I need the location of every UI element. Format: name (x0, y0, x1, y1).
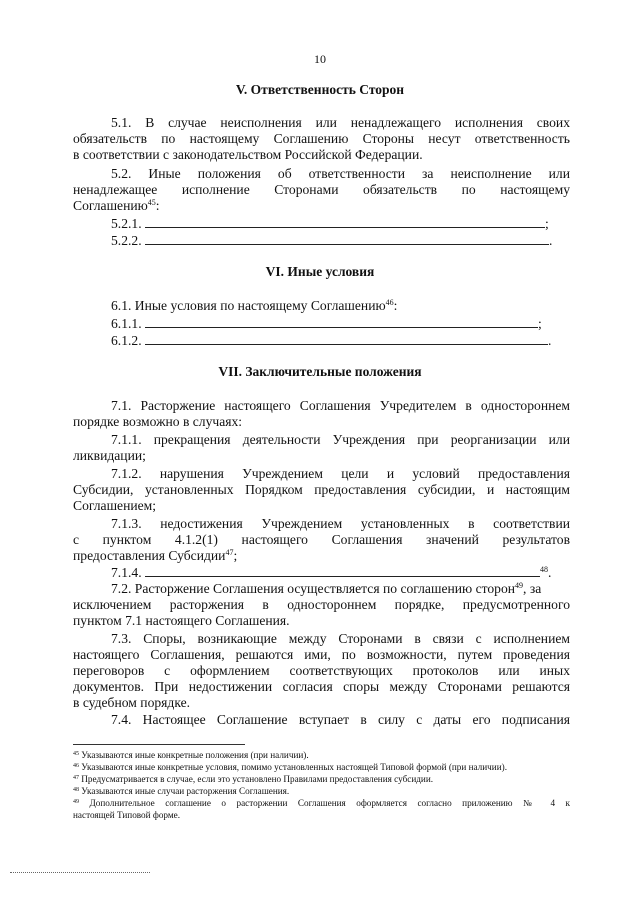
paragraph-7-3-line-2: настоящего Соглашения, решаются ими, по возможности, путем проведения (73, 647, 570, 662)
blank-line (145, 233, 549, 245)
footnote-46: $^{46}$ Указываются иные конкретные условия, помимо установленных настоящей Типовой формой (при наличии). (73, 762, 507, 772)
section-7-title: VII. Заключительные положения (218, 364, 422, 379)
paragraph-7-1-3-line-3: предоставления Субсидии$^{47}$; (73, 548, 238, 563)
paragraph-7-1-line-2: порядке возможно в случаях: (73, 414, 243, 429)
footnote-ref-46: 46 (385, 298, 394, 307)
paragraph-7-3-line-3: переговоров с оформлением соответствующих протоколов или иных (73, 663, 570, 678)
paragraph-5-2-line-3: Соглашению$^{45}$: (73, 198, 160, 213)
footnote-ref-49: 49 (515, 581, 524, 590)
item-7-1-4: 7.1.4. $^{48}$. (111, 565, 552, 580)
section-6-title: VI. Иные условия (265, 264, 375, 279)
paragraph-7-3-line-1: 7.3. Споры, возникающие между Сторонами в связи с исполнением (111, 631, 570, 646)
footnote-ref-45: 45 (147, 198, 156, 207)
scan-artifact-line (10, 872, 150, 873)
blank-line (145, 333, 548, 345)
paragraph-7-1-3-line-1: 7.1.3. недостижения Учреждением установленных в соответствии (111, 516, 570, 531)
paragraph-5-1-line-2: обязательств по настоящему Соглашению Стороны несут ответственность (73, 131, 570, 146)
footnote-ref-48: 48 (540, 565, 548, 574)
paragraph-7-1-2-line-1: 7.1.2. нарушения Учреждением цели и условий предоставления (111, 466, 570, 481)
paragraph-7-2-line-2: исключением расторжения в одностороннем порядке, предусмотренного (73, 597, 570, 612)
footnote-49-line-2: настоящей Типовой форме. (73, 810, 181, 820)
paragraph-5-2-line-2: ненадлежащее исполнение Сторонами обязательств по настоящему (73, 182, 570, 197)
paragraph-7-1-2-line-3: Соглашением; (73, 498, 157, 513)
item-5-2-1: 5.2.1. ; (111, 216, 549, 231)
footnote-47: $^{47}$ Предусматривается в случае, если это установлено Правилами предоставления субсидии. (73, 774, 434, 784)
paragraph-7-1-line-1: 7.1. Расторжение настоящего Соглашения Учредителем в одностороннем (111, 398, 570, 413)
footnote-ref-47: 47 (225, 548, 234, 557)
paragraph-7-2-line-1: 7.2. Расторжение Соглашения осуществляется по соглашению сторон$^{49}$, за (111, 581, 542, 596)
paragraph-5-2-line-1: 5.2. Иные положения об ответственности за неисполнение или (111, 166, 570, 181)
paragraph-7-3-line-5: в судебном порядке. (73, 695, 191, 710)
paragraph-7-3-line-4: документов. При недостижении согласия споры между Сторонами решаются (73, 679, 570, 694)
footnote-45: $^{45}$ Указываются иные конкретные положения (при наличии). (73, 750, 309, 760)
paragraph-6-1: 6.1. Иные условия по настоящему Соглашению$^{46}$: (111, 298, 398, 313)
paragraph-7-1-1-line-2: ликвидации; (73, 448, 146, 463)
paragraph-7-1-3-line-2: с пунктом 4.1.2(1) настоящего Соглашения значений результатов (73, 532, 570, 547)
paragraph-7-4-line-1: 7.4. Настоящее Соглашение вступает в силу с даты его подписания (111, 712, 570, 727)
paragraph-5-1-line-1: 5.1. В случае неисполнения или ненадлежащего исполнения своих (111, 115, 570, 130)
item-6-1-2: 6.1.2. . (111, 333, 552, 348)
paragraph-7-1-2-line-2: Субсидии, установленных Порядком предоставления субсидии, и настоящим (73, 482, 570, 497)
item-6-1-1: 6.1.1. ; (111, 316, 542, 331)
paragraph-7-2-line-3: пунктом 7.1 настоящего Соглашения. (73, 613, 290, 628)
footnote-49-line-1: $^{49}$ Дополнительное соглашение о расторжении Соглашения оформляется согласно приложению № 4 к (73, 798, 571, 808)
section-5-title: V. Ответственность Сторон (235, 82, 405, 97)
blank-line (145, 565, 540, 577)
paragraph-5-1-line-3: в соответствии с законодательством Российской Федерации. (73, 147, 423, 162)
footnote-48: $^{48}$ Указываются иные случаи расторжения Соглашения. (73, 786, 290, 796)
blank-line (145, 316, 538, 328)
page-number: 10 (314, 52, 326, 66)
blank-line (145, 216, 545, 228)
footnote-separator (73, 744, 245, 745)
paragraph-7-1-1-line-1: 7.1.1. прекращения деятельности Учреждения при реорганизации или (111, 432, 570, 447)
item-5-2-2: 5.2.2. . (111, 233, 553, 248)
